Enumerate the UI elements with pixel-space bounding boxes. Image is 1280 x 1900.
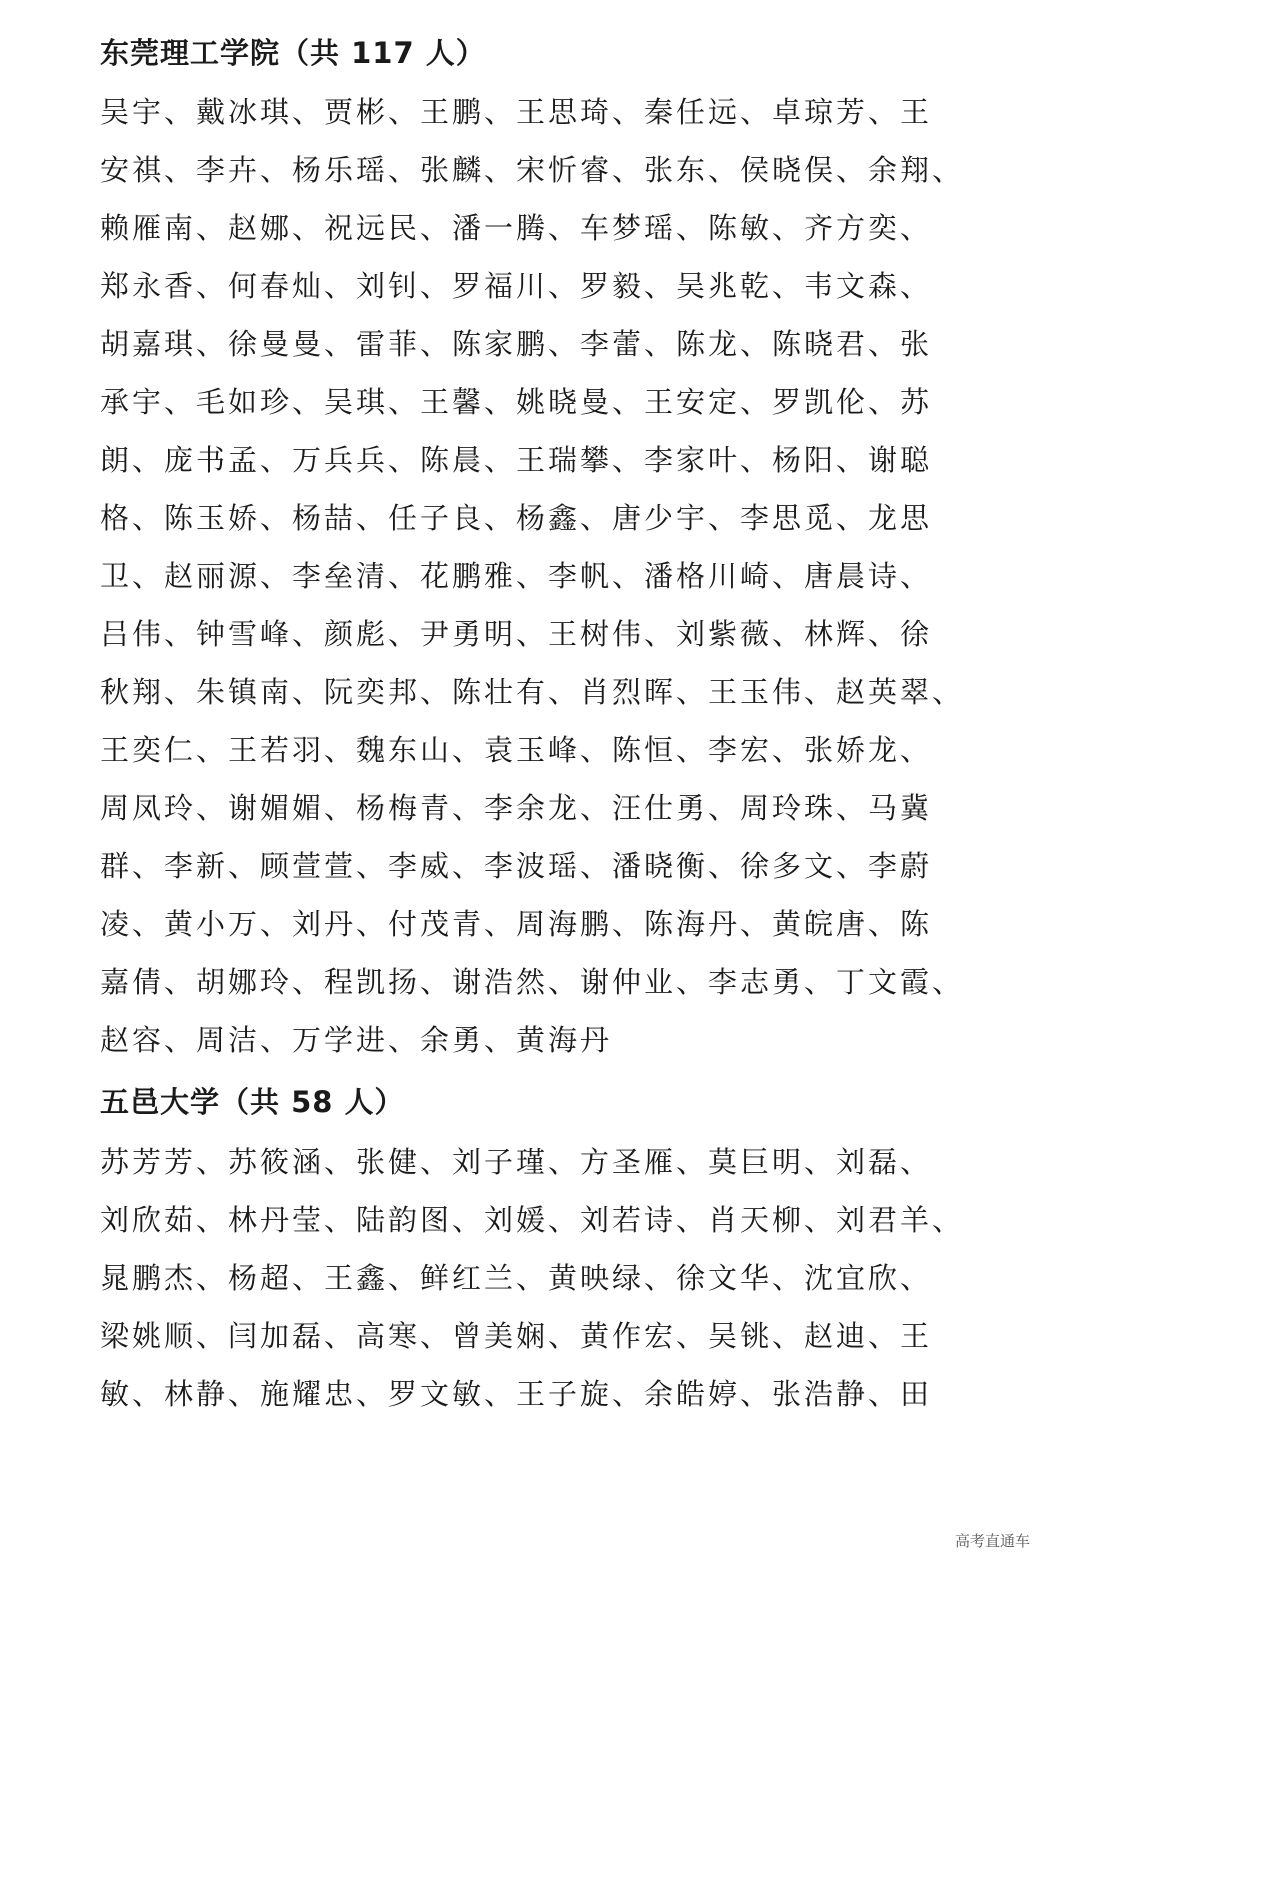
name-list-line: 格、陈玉娇、杨喆、任子良、杨鑫、唐少宇、李思觅、龙思 bbox=[100, 501, 933, 535]
section-heading-dongguan-university-of-technology: 东莞理工学院（共 117 人） bbox=[100, 36, 486, 70]
name-list-line: 秋翔、朱镇南、阮奕邦、陈壮有、肖烈晖、王玉伟、赵英翠、 bbox=[100, 675, 965, 709]
name-list-line: 胡嘉琪、徐曼曼、雷菲、陈家鹏、李蕾、陈龙、陈晓君、张 bbox=[100, 327, 933, 361]
name-list-line: 安祺、李卉、杨乐瑶、张麟、宋忻睿、张东、侯晓俣、余翔、 bbox=[100, 153, 965, 187]
name-list-line: 赵容、周洁、万学进、余勇、黄海丹 bbox=[100, 1023, 613, 1057]
name-list-line: 凌、黄小万、刘丹、付茂青、周海鹏、陈海丹、黄皖唐、陈 bbox=[100, 907, 933, 941]
name-list-line: 群、李新、顾萱萱、李威、李波瑶、潘晓衡、徐多文、李蔚 bbox=[100, 849, 933, 883]
name-list-line: 吴宇、戴冰琪、贾彬、王鹏、王思琦、秦任远、卓琼芳、王 bbox=[100, 95, 933, 129]
name-list-line: 承宇、毛如珍、吴琪、王馨、姚晓曼、王安定、罗凯伦、苏 bbox=[100, 385, 933, 419]
name-list-line: 卫、赵丽源、李垒清、花鹏雅、李帆、潘格川崎、唐晨诗、 bbox=[100, 559, 933, 593]
section-heading-wuyi-university: 五邑大学（共 58 人） bbox=[100, 1085, 405, 1119]
name-list-line: 吕伟、钟雪峰、颜彪、尹勇明、王树伟、刘紫薇、林辉、徐 bbox=[100, 617, 933, 651]
name-list-wuyi-university bbox=[100, 1140, 980, 1430]
name-list-line: 刘欣茹、林丹莹、陆韵图、刘媛、刘若诗、肖天柳、刘君羊、 bbox=[100, 1203, 965, 1237]
watermark: 高考直通车 bbox=[954, 1532, 1030, 1550]
name-list-line: 赖雁南、赵娜、祝远民、潘一腾、车梦瑶、陈敏、齐方奕、 bbox=[100, 211, 933, 245]
name-list-line: 嘉倩、胡娜玲、程凯扬、谢浩然、谢仲业、李志勇、丁文霞、 bbox=[100, 965, 965, 999]
name-list-line: 郑永香、何春灿、刘钊、罗福川、罗毅、吴兆乾、韦文森、 bbox=[100, 269, 933, 303]
name-list-line: 朗、庞书孟、万兵兵、陈晨、王瑞攀、李家叶、杨阳、谢聪 bbox=[100, 443, 933, 477]
name-list-line: 苏芳芳、苏筱涵、张健、刘子瑾、方圣雁、莫巨明、刘磊、 bbox=[100, 1145, 933, 1179]
name-list-line: 周凤玲、谢媚媚、杨梅青、李余龙、汪仕勇、周玲珠、马冀 bbox=[100, 791, 933, 825]
name-list-dongguan-university-of-technology bbox=[100, 90, 980, 1076]
name-list-line: 敏、林静、施耀忠、罗文敏、王子旋、余皓婷、张浩静、田 bbox=[100, 1377, 933, 1411]
name-list-line: 王奕仁、王若羽、魏东山、袁玉峰、陈恒、李宏、张娇龙、 bbox=[100, 733, 933, 767]
name-list-line: 梁姚顺、闫加磊、高寒、曾美娴、黄作宏、吴铫、赵迪、王 bbox=[100, 1319, 933, 1353]
name-list-line: 晁鹏杰、杨超、王鑫、鲜红兰、黄映绿、徐文华、沈宜欣、 bbox=[100, 1261, 933, 1295]
